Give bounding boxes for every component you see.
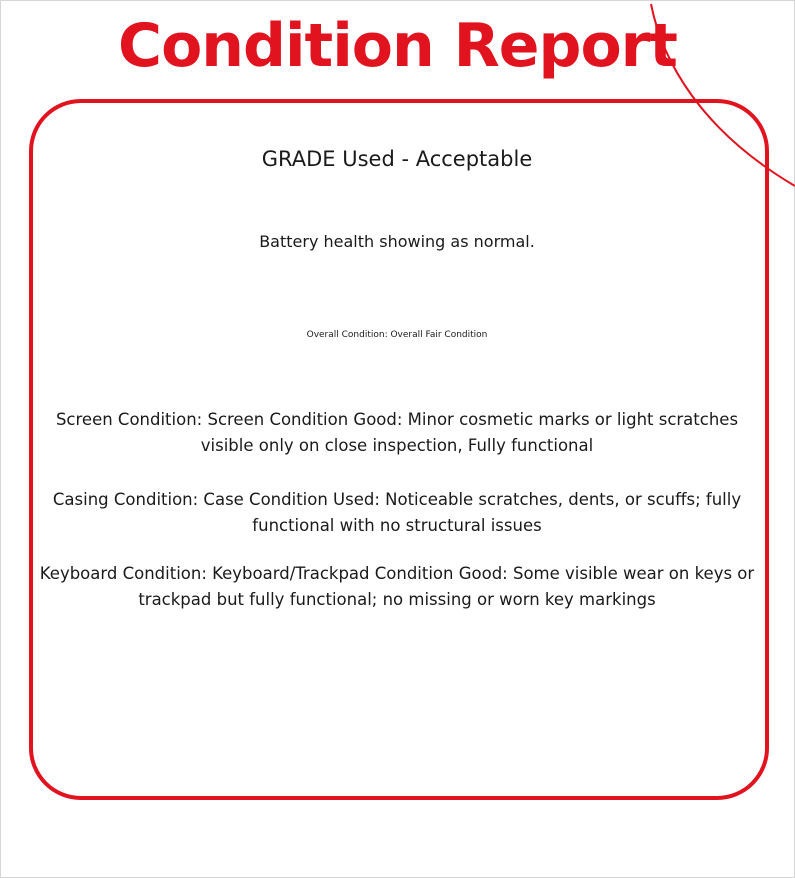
- battery-text: Battery health showing as normal.: [259, 232, 535, 251]
- grade-text: GRADE Used - Acceptable: [261, 147, 533, 171]
- screen-condition-text: Screen Condition: Screen Condition Good: Minor cosmetic marks or light scratches visible only on close inspection, Fully functional: [55, 410, 739, 455]
- casing-condition-text: Casing Condition: Case Condition Used: Noticeable scratches, dents, or scuffs; fully functional with no structural issues: [52, 490, 742, 535]
- keyboard-condition-text: Keyboard Condition: Keyboard/Trackpad Condition Good: Some visible wear on keys or trackpad but fully functional; no missing or worn key markings: [39, 564, 755, 609]
- page-title: Condition Report: [118, 11, 677, 81]
- overall-condition-text: Overall Condition: Overall Fair Condition: [306, 330, 488, 340]
